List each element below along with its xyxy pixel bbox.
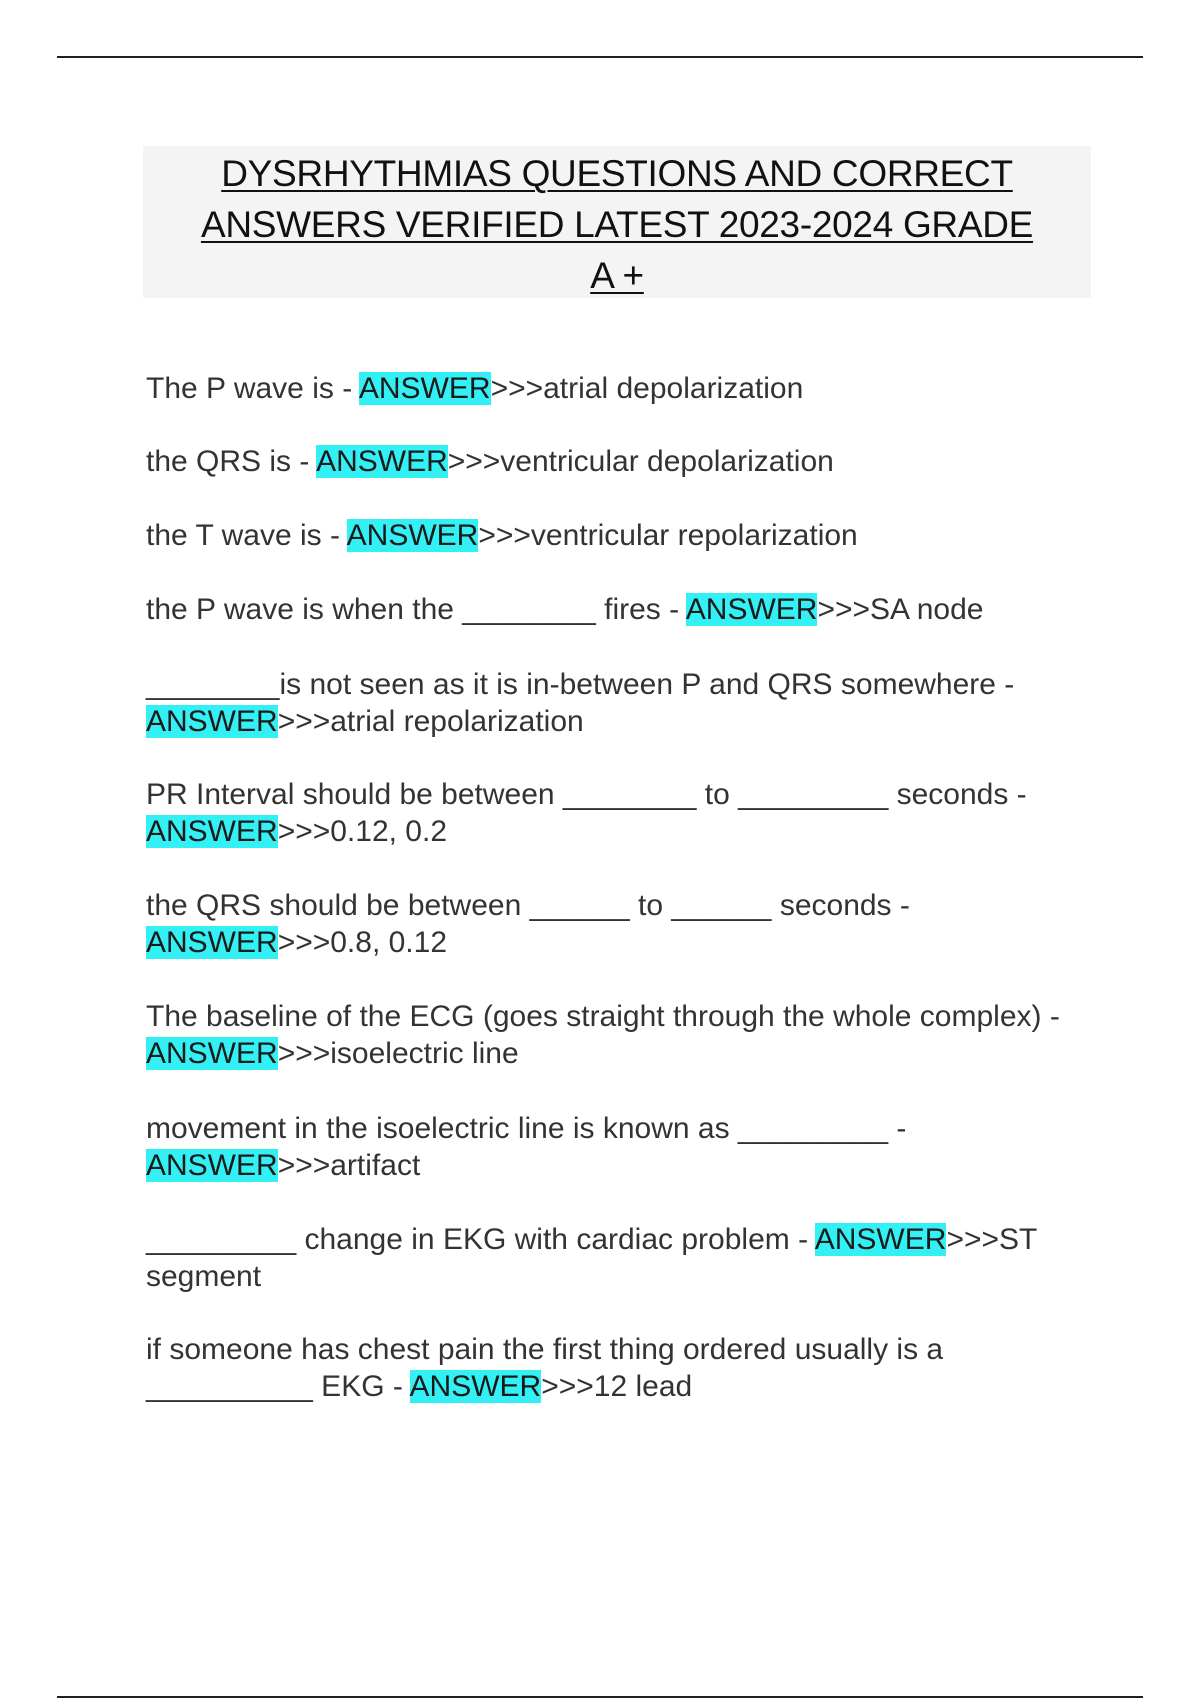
answer-tag: ANSWER [358, 372, 491, 405]
answer-tag: ANSWER [814, 1223, 947, 1256]
answer-tag: ANSWER [146, 1149, 278, 1182]
answer-text: >>>SA node [817, 593, 984, 626]
qa-item-1 [146, 370, 1106, 407]
question-text: _________ change in EKG with cardiac problem - [146, 1223, 815, 1256]
qa-item-8 [146, 998, 1106, 1072]
answer-text: >>>0.8, 0.12 [277, 926, 448, 959]
question-text: the QRS should be between ______ to ______ seconds - [146, 889, 910, 922]
question-text: if someone has chest pain the first thing ordered usually is a __________ EKG - [146, 1333, 944, 1403]
answer-text: >>>isoelectric line [277, 1037, 519, 1070]
question-text: the P wave is when the ________ fires - [146, 593, 686, 626]
top-rule [57, 56, 1143, 58]
question-text: movement in the isoelectric line is known as _________ - [146, 1112, 907, 1145]
answer-text: >>>artifact [277, 1149, 421, 1182]
answer-text: >>>atrial repolarization [277, 705, 584, 738]
answer-text: >>>ventricular depolarization [447, 445, 834, 478]
qa-item-6 [146, 776, 1106, 850]
question-text: ________is not seen as it is in-between P and QRS somewhere - [146, 668, 1015, 701]
qa-item-3 [146, 517, 1106, 554]
title-line-2: ANSWERS VERIFIED LATEST 2023-2024 GRADE [200, 204, 1034, 245]
qa-item-4 [146, 591, 1106, 628]
answer-text: >>>atrial depolarization [490, 372, 804, 405]
answer-tag: ANSWER [409, 1370, 542, 1403]
answer-text: >>>ST segment [146, 1223, 1037, 1293]
answer-text: >>>0.12, 0.2 [277, 815, 448, 848]
title-line-1: DYSRHYTHMIAS QUESTIONS AND CORRECT [221, 153, 1013, 194]
title-line-3: A + [590, 255, 644, 296]
document-title [143, 146, 1091, 298]
qa-item-7 [146, 887, 1106, 961]
qa-item-9 [146, 1110, 1106, 1184]
answer-text: >>>12 lead [541, 1370, 693, 1403]
qa-item-2 [146, 443, 1106, 480]
question-text: The P wave is - [146, 372, 359, 405]
answer-tag: ANSWER [146, 815, 278, 848]
bottom-rule [57, 1696, 1143, 1698]
qa-item-11 [146, 1331, 1106, 1405]
question-text: PR Interval should be between ________ to _________ seconds - [146, 778, 1027, 811]
answer-tag: ANSWER [685, 593, 818, 626]
answer-text: >>>ventricular repolarization [478, 519, 858, 552]
answer-tag: ANSWER [346, 519, 479, 552]
answer-tag: ANSWER [316, 445, 448, 478]
question-text: the QRS is - [146, 445, 317, 478]
qa-item-10 [146, 1221, 1106, 1295]
qa-item-5 [146, 666, 1106, 740]
question-text: The baseline of the ECG (goes straight through the whole complex) - [146, 1000, 1060, 1033]
answer-tag: ANSWER [146, 705, 278, 738]
answer-tag: ANSWER [146, 926, 278, 959]
answer-tag: ANSWER [146, 1037, 278, 1070]
question-text: the T wave is - [146, 519, 347, 552]
